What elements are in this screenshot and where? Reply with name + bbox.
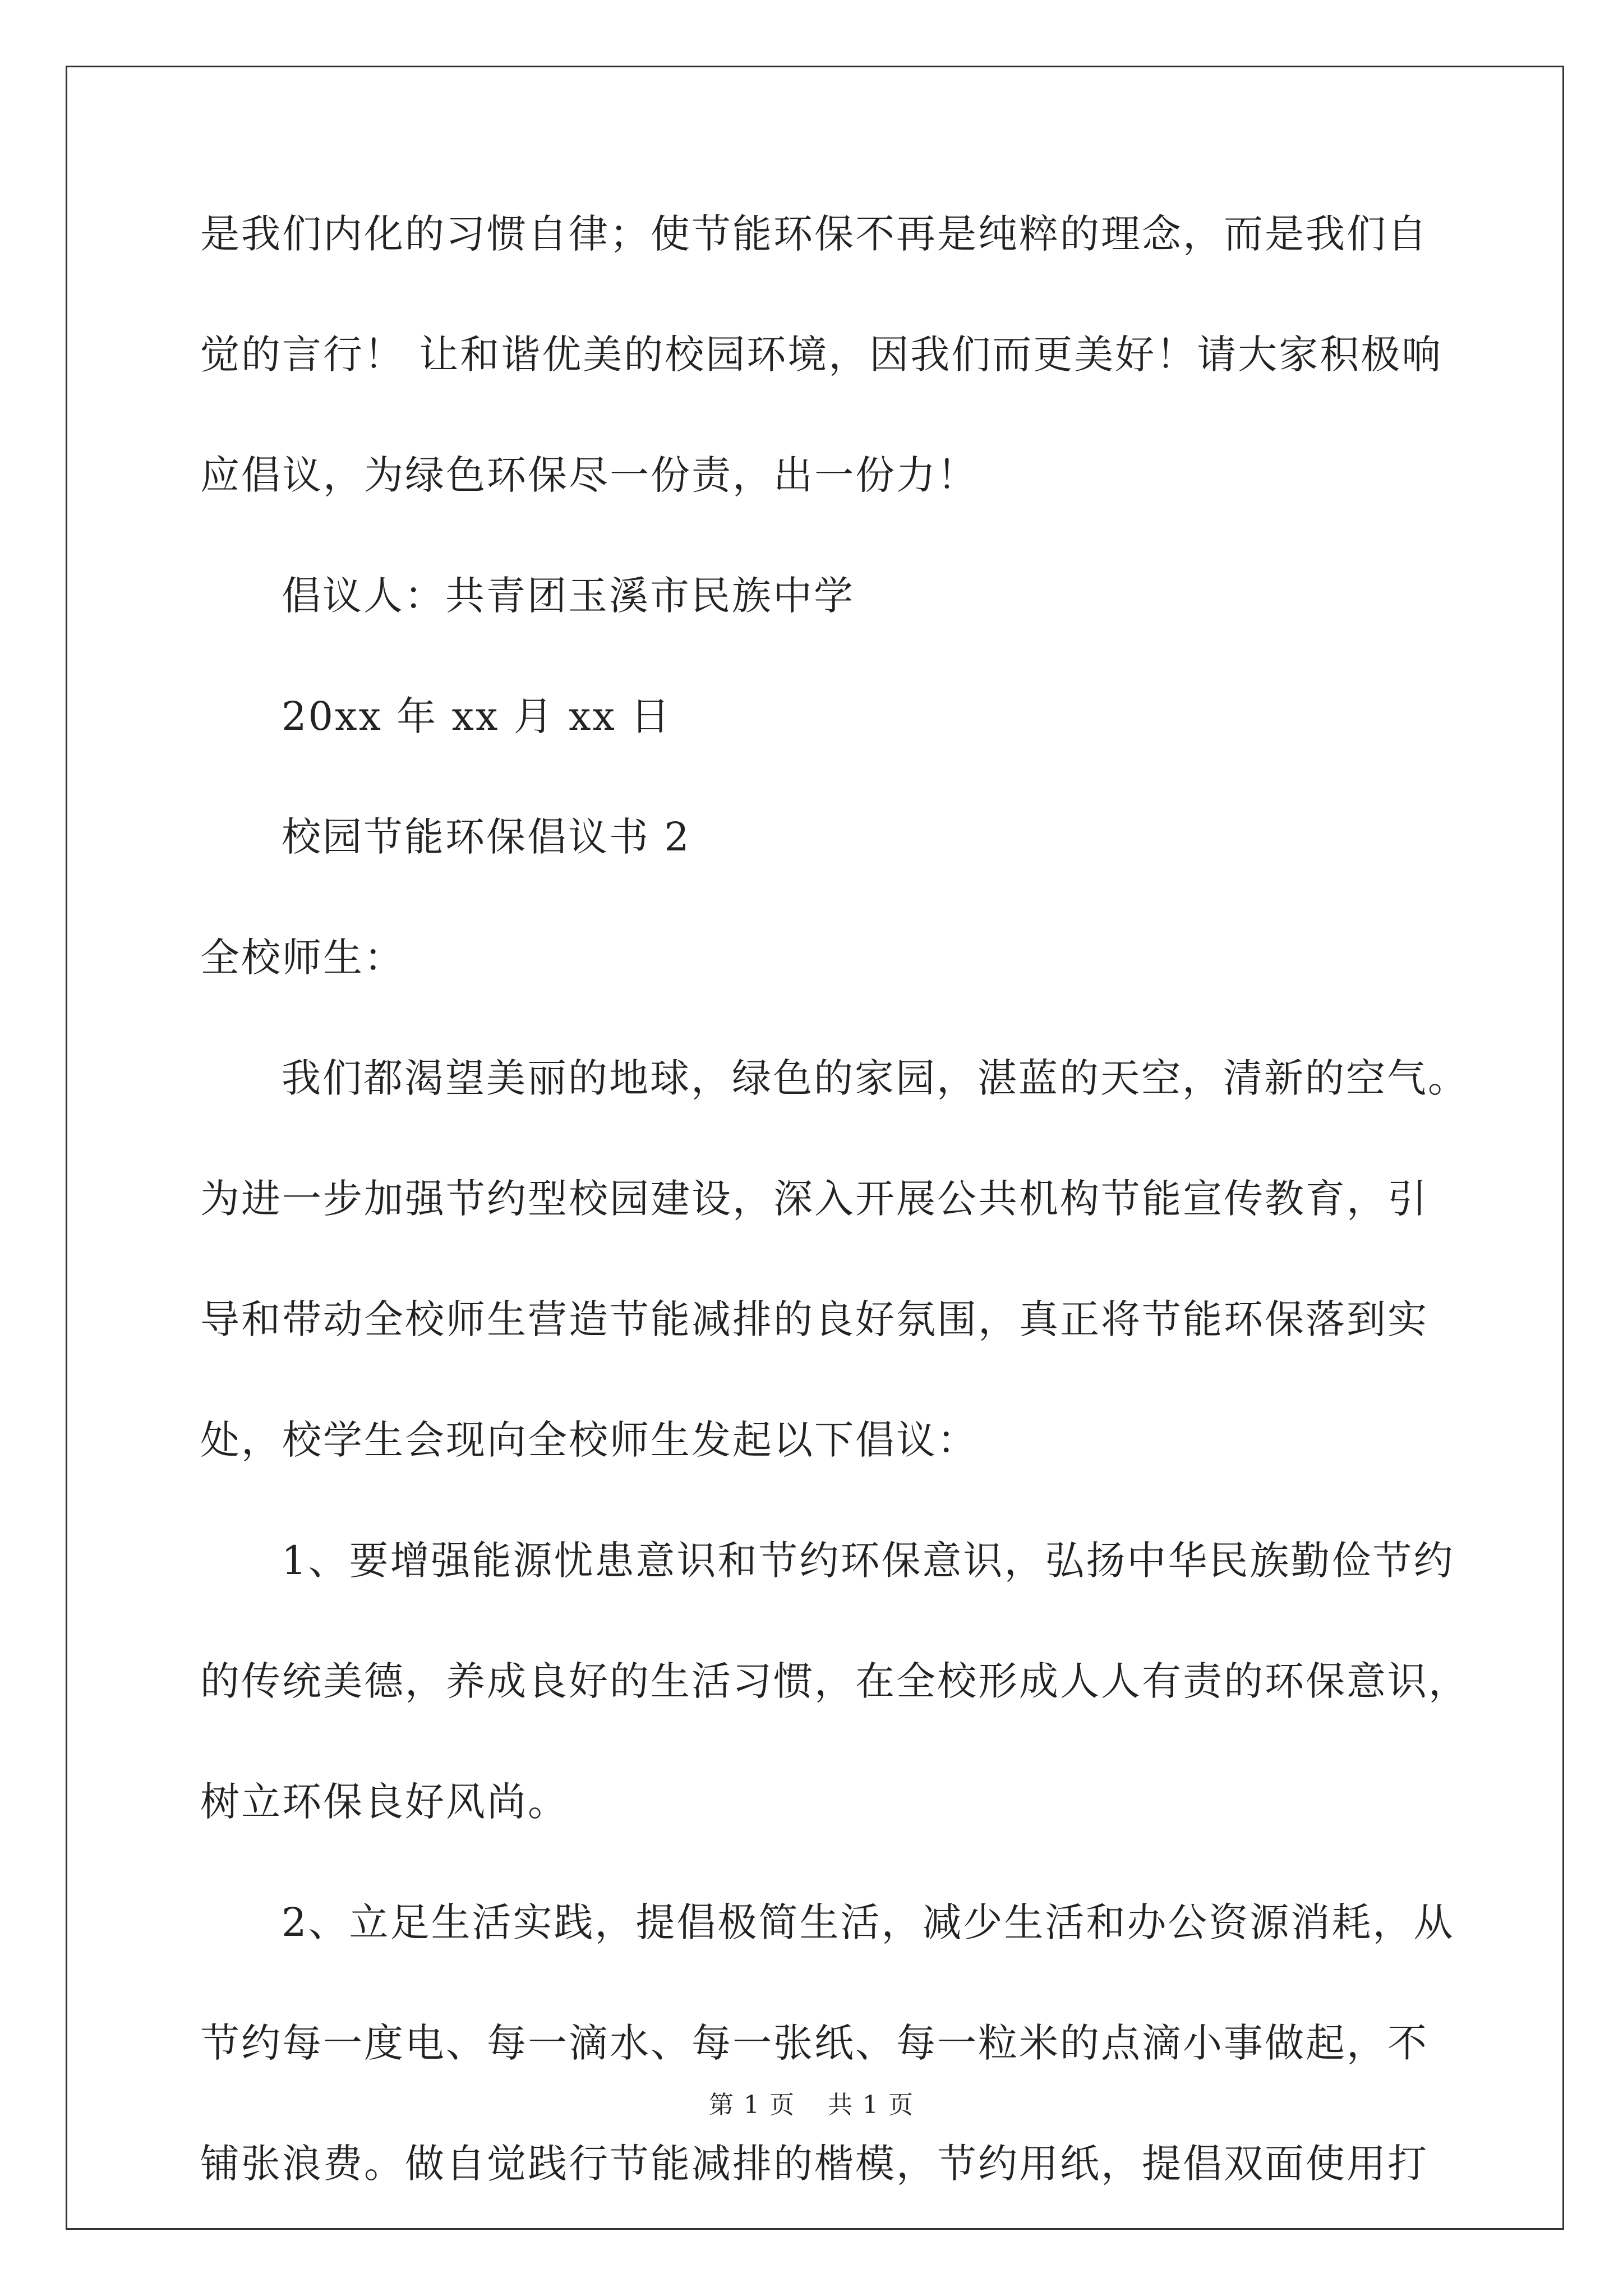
text-line: 为进一步加强节约型校园建设，深入开展公共机构节能宣传教育，引 — [200, 1176, 1428, 1222]
text-line: 的传统美德，养成良好的生活习惯，在全校形成人人有责的环保意识， — [200, 1658, 1469, 1704]
text-line: 我们都渴望美丽的地球，绿色的家园，湛蓝的天空，清新的空气。 — [282, 1055, 1469, 1101]
page-total: 共 1 页 — [828, 2091, 914, 2119]
text-line: 树立环保良好风尚。 — [200, 1779, 569, 1825]
text-line: 节约每一度电、每一滴水、每一张纸、每一粒米的点滴小事做起，不 — [200, 2020, 1428, 2066]
page-footer — [0, 2091, 1623, 2119]
document-body — [200, 211, 1469, 2263]
section-title: 校园节能环保倡议书 2 — [282, 814, 691, 860]
date-line: 20xx 年 xx 月 xx 日 — [282, 693, 672, 739]
salutation: 全校师生： — [200, 935, 405, 981]
text-line: 应倡议，为绿色环保尽一份责，出一份力！ — [200, 452, 978, 498]
text-line: 是我们内化的习惯自律；使节能环保不再是纯粹的理念，而是我们自 — [200, 211, 1428, 257]
text-line: 觉的言行！ 让和谐优美的校园环境，因我们而更美好！请大家积极响 — [200, 332, 1443, 378]
text-line: 1、要增强能源忧患意识和节约环保意识，弘扬中华民族勤俭节约 — [282, 1538, 1455, 1584]
text-line: 处，校学生会现向全校师生发起以下倡议： — [200, 1417, 978, 1463]
page-number: 第 1 页 — [709, 2091, 795, 2119]
text-line: 铺张浪费。做自觉践行节能减排的楷模，节约用纸，提倡双面使用打 — [200, 2141, 1428, 2187]
text-line: 导和带动全校师生营造节能减排的良好氛围，真正将节能环保落到实 — [200, 1296, 1428, 1342]
text-line: 2、立足生活实践，提倡极简生活，减少生活和办公资源消耗，从 — [282, 1899, 1455, 1945]
proposer-line: 倡议人：共青团玉溪市民族中学 — [282, 573, 855, 619]
